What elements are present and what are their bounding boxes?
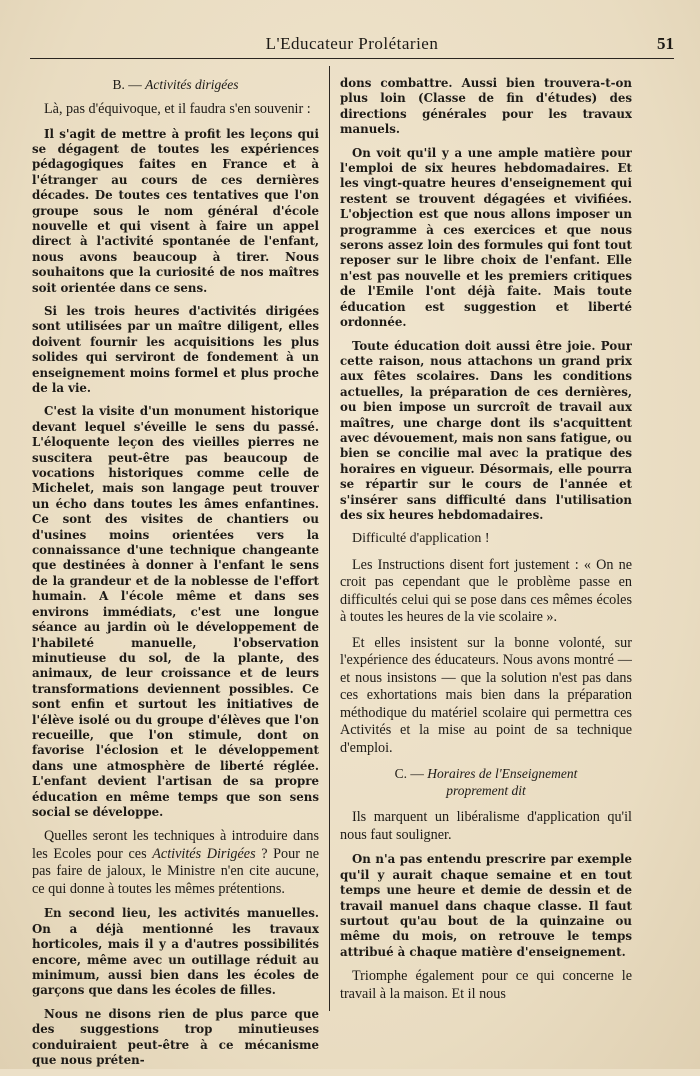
section-b-heading (32, 76, 319, 93)
right-paragraph-8: Triomphe également pour ce qui concerne le travail à la maison. Et il nous (340, 968, 632, 1002)
left-paragraph-7: Nous ne disons rien de plus parce que des suggestions trop minutieuses conduiraient peut-être à ce mécanisme que nous préten- (32, 1006, 319, 1068)
left-paragraph-5-italic: Activités Dirigées (152, 845, 256, 862)
journal-title: L'Educateur Prolétarien (265, 34, 439, 53)
left-paragraph-5-end: ? Pour ne pas faire de jaloux, le Ministre n'en cite aucune, ce qui donne à toutes les mêmes prétentions. (32, 845, 319, 897)
page-header (30, 30, 674, 59)
section-b-title: Activités dirigées (145, 77, 239, 92)
right-paragraph-1: dons combattre. Aussi bien trouvera-t-on plus loin (Classe de fin d'études) des directions générales pour les travaux manuels. (340, 76, 632, 137)
right-paragraph-6: Ils marquent un libéralisme d'application qu'il nous faut souligner. (340, 809, 632, 843)
right-paragraph-7: On n'a pas entendu prescrire par exemple qu'il y aurait chaque semaine et en tout temps une heure et demie de dessin et de travail manuel dans chaque classe. Il faut surtout qu'au bout de la quinzaine ou même du mois, on retrouve le temps attribué à chaque matière d'enseignement. (340, 852, 632, 959)
right-paragraph-4: Les Instructions disent fort justement : « On ne croit pas cependant que le problème passe en difficultés celui qui se pose dans ces mêmes écoles à toutes les heures de la vie scolaire ». (340, 556, 632, 626)
section-c-heading (340, 765, 632, 799)
section-c-title-line-2: proprement dit (446, 783, 526, 799)
left-paragraph-1: Là, pas d'équivoque, et il faudra s'en souvenir : (44, 101, 311, 117)
left-paragraph-4: C'est la visite d'un monument historique devant lequel s'éveille le sens du passé. L'éloquente leçon des vieilles pierres ne suscitera peut-être pas beaucoup de vocations historiques comme celle de Michelet, mais son langage peut trouver un écho dans toutes les âmes enfantines. Ce sont des visites de chantiers ou d'usines moins orientées vers la connaissance d'une technique changeante que destinées à donner à l'enfant le sens de la grandeur et de la noblesse de l'effort humain. A l'école même et dans ses environs immédiats, c'est une longue séance au jardin où le développement de l'habileté manuelle, l'observation minutieuse du sol, de la plante, des animaux, de leur croissance et de leurs transformations deviennent possibles. Ce sont enfin et surtout les initiatives de l'élève isolé ou du groupe d'élèves que l'on recueille, que l'on stimule, dont on favorise l'éclosion et le développement dans une atmosphère de liberté réglée. L'enfant devient l'artisan de sa propre éducation en même temps que son sens social se développe. (32, 404, 319, 819)
column-divider (329, 66, 330, 1011)
section-b-prefix: B. — (112, 77, 142, 92)
left-paragraph-5 (32, 828, 319, 898)
right-paragraph-3: Toute éducation doit aussi être joie. Pour cette raison, nous attachons un grand prix aux fêtes scolaires. Dans les conditions actuelles, la préparation de ces dernières, ou bien impose un surcroît de travail aux maîtres, une charge dont ils s'acquittent avec dévouement, mais non sans fatigue, ou bien se concilie mal avec la pratique des horaires en vigueur. Désormais, elle pourra se répartir sur le cours de l'année et s'insérer sans difficulté dans l'utilisation des six heures hebdomadaires. (340, 338, 632, 522)
left-column (32, 76, 319, 1076)
right-paragraph-2: On voit qu'il y a une ample matière pour l'emploi de six heures hebdomadaires. Et les vingt-quatre heures d'enseignement qui restent se trouvent dégagées et vivifiées. L'objection est que nous allons imposer un programme à ces exercices et que nous serons assez loin des formules qui font tout reposer sur le libre choix de l'enfant. Elle n'est pas nouvelle et les premiers critiques de l'Emile l'ont déjà faite. Mais toute éducation est suggestion et liberté ordonnée. (340, 145, 632, 330)
section-c-prefix: C. — (394, 766, 424, 782)
right-column (340, 76, 632, 1011)
left-paragraph-6: En second lieu, les activités manuelles. On a déjà mentionné les travaux horticoles, mais il y a d'autres possibilités encore, même avec un outillage réduit au minimum, aussi bien dans les écoles de garçons que dans les écoles de filles. (32, 906, 319, 998)
page-number: 51 (657, 34, 674, 53)
right-paragraph-5: Et elles insistent sur la bonne volonté, sur l'expérience des éducateurs. Nous avons montré — et nous insistons — que la solution n'est pas dans ces exhortations mais bien dans la préparation méthodique du matériel scolaire qui permettra ces Activités et la mise au point de sa technique d'emploi. (340, 634, 632, 756)
section-c-title-line-1: Horaires de l'Enseignement (427, 766, 578, 782)
left-paragraph-5-start: Quelles seront les techniques à introduire dans les Ecoles pour ces (32, 828, 319, 862)
left-paragraph-3: Si les trois heures d'activités dirigées sont utilisées par un maître diligent, elles doivent fournir les acquisitions les plus solides qui serviront de fondement à un enseignement moins formel et plus proche de la vie. (32, 303, 319, 395)
subheading-difficulty: Difficulté d'application ! (352, 531, 490, 547)
left-paragraph-2: Il s'agit de mettre à profit les leçons qui se dégagent de toutes les expériences pédagogiques faites en France et à l'étranger au cours de ces dernières décades. De toutes ces tentatives que l'on groupe sous le nom général d'école nouvelle et qui visent à faire un appel direct à l'activité spontanée de l'enfant, nous avons beaucoup à tirer. Nous souhaitons que la curiosité de nos maîtres soit orientée dans ce sens. (32, 126, 319, 295)
